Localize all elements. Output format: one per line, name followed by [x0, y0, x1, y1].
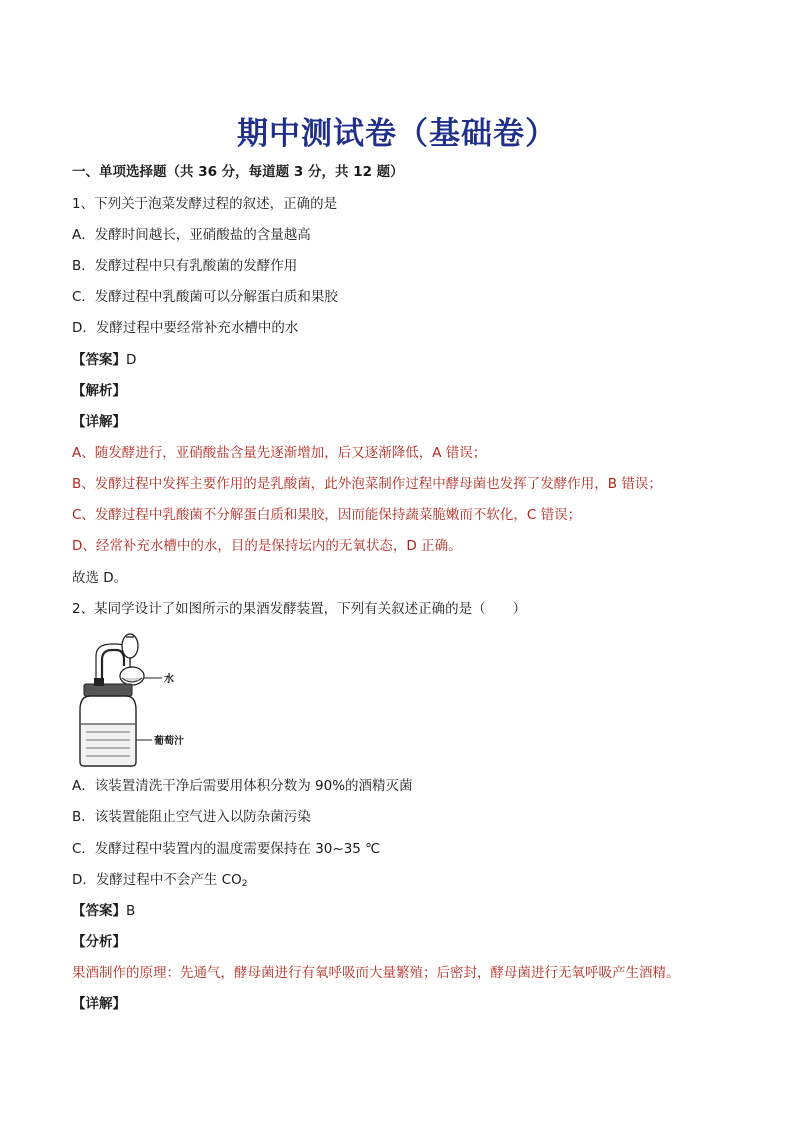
page-title: 期中测试卷（基础卷） [237, 116, 557, 152]
answer-label: 【答案】 [72, 352, 126, 368]
option-d-subscript: 2 [241, 879, 248, 889]
question-1-conclusion: 故选 D。 [72, 570, 128, 586]
answer-value: B [126, 903, 136, 919]
figure-label-water: 水 [164, 674, 174, 685]
question-2-detail-label: 【详解】 [72, 996, 126, 1012]
question-2-option-a: A．该装置清洗干净后需要用体积分数为 90%的酒精灭菌 [72, 778, 413, 794]
question-2-answer [72, 901, 732, 921]
question-1-option-b: B．发酵过程中只有乳酸菌的发酵作用 [72, 258, 298, 274]
question-1-option-d: D．发酵过程中要经常补充水槽中的水 [72, 320, 299, 336]
question-1-option-c: C．发酵过程中乳酸菌可以分解蛋白质和果胶 [72, 289, 338, 305]
question-1-answer [72, 350, 732, 370]
question-1-detail-c: C、发酵过程中乳酸菌不分解蛋白质和果胶，因而能保持蔬菜脆嫩而不软化，C 错误； [72, 507, 582, 523]
figure-label-grape-juice: 葡萄汁 [154, 736, 184, 747]
question-1-detail-a: A、随发酵进行，亚硝酸盐含量先逐渐增加，后又逐渐降低，A 错误； [72, 445, 487, 461]
question-1-stem: 1、下列关于泡菜发酵过程的叙述，正确的是 [72, 196, 338, 212]
question-2-analysis-label: 【分析】 [72, 934, 126, 950]
question-1-option-a: A．发酵时间越长，亚硝酸盐的含量越高 [72, 227, 311, 243]
question-1-analysis-label: 【解析】 [72, 383, 126, 399]
answer-value: D [126, 352, 137, 368]
section-heading: 一、单项选择题（共 36 分，每道题 3 分，共 12 题） [72, 164, 404, 180]
question-1-detail-d: D、经常补充水槽中的水，目的是保持坛内的无氧状态，D 正确。 [72, 538, 462, 554]
question-1-detail-label: 【详解】 [72, 414, 126, 430]
question-2-option-c: C．发酵过程中装置内的温度需要保持在 30~35 ℃ [72, 841, 381, 857]
question-2-stem: 2、某同学设计了如图所示的果酒发酵装置，下列有关叙述正确的是（ ） [72, 601, 527, 617]
question-1-detail-b: B、发酵过程中发挥主要作用的是乳酸菌，此外泡菜制作过程中酵母菌也发挥了发酵作用，B 错误； [72, 476, 662, 492]
option-d-text: D．发酵过程中不会产生 CO [72, 872, 242, 888]
answer-label: 【答案】 [72, 903, 126, 919]
question-2-option-b: B．该装置能阻止空气进入以防杂菌污染 [72, 809, 311, 825]
fermentation-apparatus-figure [72, 632, 192, 768]
question-2-option-d [72, 870, 732, 894]
question-2-analysis: 果酒制作的原理：先通气，酵母菌进行有氧呼吸而大量繁殖；后密封，酵母菌进行无氧呼吸产生酒精。 [72, 965, 680, 981]
